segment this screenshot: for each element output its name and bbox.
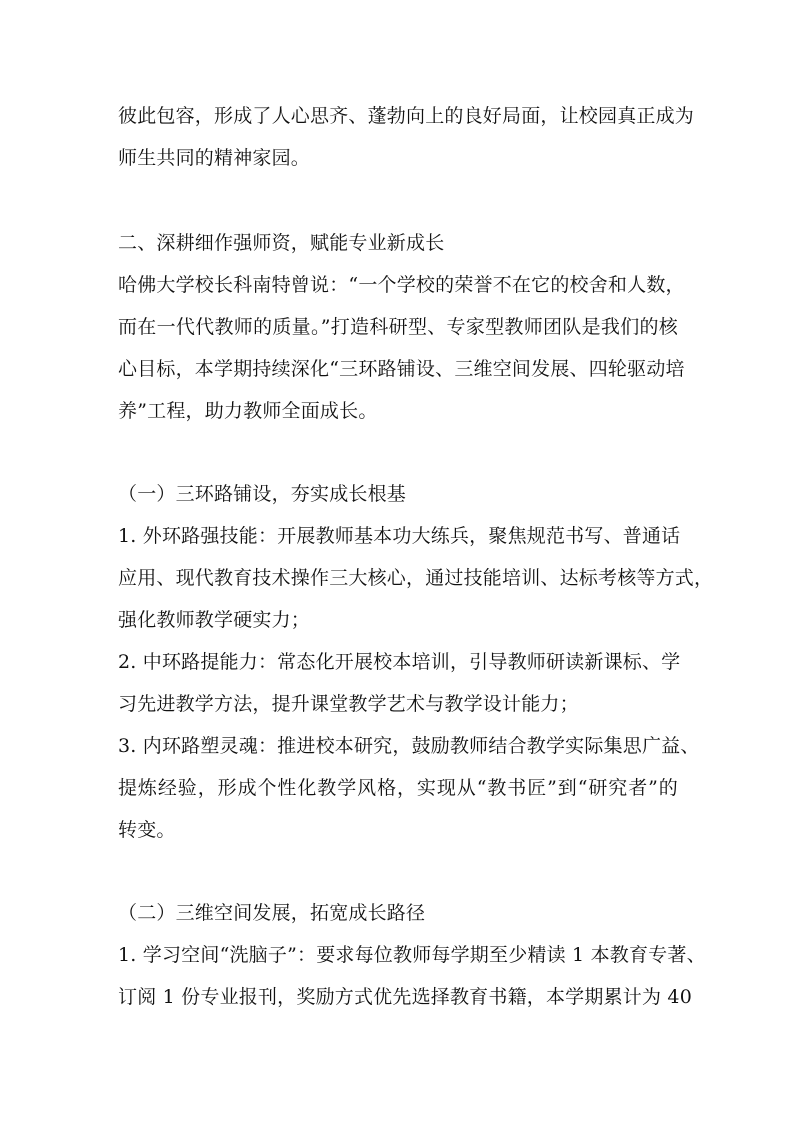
text-line: 习先进教学方法，提升课堂教学艺术与教学设计能力； xyxy=(118,693,579,715)
subsection-heading: （一）三环路铺设，夯实成长根基 xyxy=(118,483,407,505)
text-line: 心目标，本学期持续深化“三环路铺设、三维空间发展、四轮驱动培 xyxy=(118,358,685,380)
subsection-heading: （二）三维空间发展，拓宽成长路径 xyxy=(118,902,426,924)
text-line: 应用、现代教育技术操作三大核心，通过技能培训、达标考核等方式， xyxy=(118,567,714,589)
text-line: 转变。 xyxy=(118,819,176,841)
list-item: 1. 外环路强技能：开展教师基本功大练兵，聚焦规范书写、普通话 xyxy=(118,525,681,547)
text-line: 师生共同的精神家园。 xyxy=(118,147,311,169)
text-line: 提炼经验，形成个性化教学风格，实现从“教书匠”到“研究者”的 xyxy=(118,777,678,799)
text-line: 而在一代代教师的质量。”打造科研型、专家型教师团队是我们的核 xyxy=(118,316,678,338)
list-item: 3. 内环路塑灵魂：推进校本研究，鼓励教师结合教学实际集思广益、 xyxy=(118,735,700,757)
list-item: 2. 中环路提能力：常态化开展校本培训，引导教师研读新课标、学 xyxy=(118,651,681,673)
text-line: 彼此包容，形成了人心思齐、蓬勃向上的良好局面，让校园真正成为 xyxy=(118,105,695,127)
list-item: 1. 学习空间“洗脑子”：要求每位教师每学期至少精读 1 本教育专著、 xyxy=(118,944,706,966)
text-line: 强化教师教学硬实力； xyxy=(118,609,311,631)
text-line: 养”工程，助力教师全面成长。 xyxy=(118,400,378,422)
text-line: 哈佛大学校长科南特曾说：“一个学校的荣誉不在它的校舍和人数， xyxy=(118,274,685,296)
section-heading: 二、深耕细作强师资，赋能专业新成长 xyxy=(118,232,445,254)
text-line: 订阅 1 份专业报刊，奖励方式优先选择教育书籍，本学期累计为 40 xyxy=(118,986,692,1008)
